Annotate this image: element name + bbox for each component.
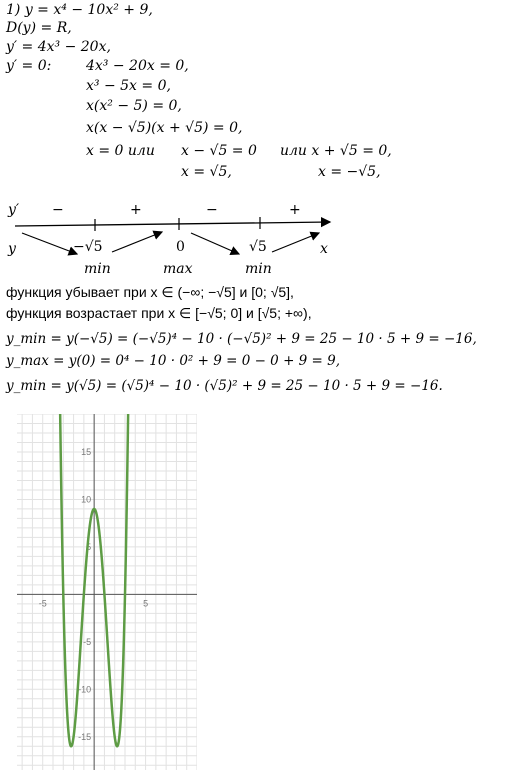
conclusion-ymax: y_max = y(0) = 0⁴ − 10 · 0² + 9 = 0 − 0 + 9 = 9, [6,353,341,369]
y-tick-label: -10 [78,684,92,695]
sign-3: − [206,202,218,218]
extremum-1: min [84,261,111,277]
sign-4: + [289,202,301,218]
conclusion-ymin-2: y_min = y(√5) = (√5)⁴ − 10 · (√5)² + 9 = 25 − 10 · 5 + 9 = −16. [6,378,443,394]
solution-line-4: y′ = 0: [6,58,52,74]
solution-line-9: x = 0 или [86,143,155,159]
solution-line-10: x − √5 = 0 [181,143,257,159]
solution-line-5: 4x³ − 20x = 0, [86,58,189,74]
solution-line-11: или x + √5 = 0, [280,143,392,159]
number-line [15,222,330,226]
derivative-label: y′ [8,202,20,218]
point-1: −√5 [73,239,103,255]
solution-line-12: x = √5, [181,164,232,180]
arrow-down-2 [191,233,239,254]
x-tick-label: 5 [143,598,149,609]
function-graph [17,414,197,770]
axis-label: x [320,241,328,257]
solution-line-8: x(x − √5)(x + √5) = 0, [86,120,243,136]
arrow-up-2 [272,233,319,252]
y-tick-label: 15 [81,446,92,457]
y-tick-label: 10 [81,494,92,505]
solution-line-3: y′ = 4x³ − 20x, [6,39,111,55]
solution-line-6: x³ − 5x = 0, [86,78,171,94]
y-tick-label: -15 [78,731,92,742]
conclusion-increasing: функция возрастает при x ∈ [−√5; 0] и [√5; +∞), [6,305,312,321]
extremum-2: max [163,261,193,277]
conclusion-ymin-1: y_min = y(−√5) = (−√5)⁴ − 10 · (−√5)² + 9 = 25 − 10 · 5 + 9 = −16, [6,331,477,347]
arrow-up-1 [112,232,162,252]
arrow-down-1 [22,233,77,254]
function-label: y [8,241,16,257]
solution-line-1: 1) y = x⁴ − 10x² + 9, [6,2,153,18]
sign-2: + [130,202,142,218]
conclusion-decreasing: функция убывает при x ∈ (−∞; −√5] и [0; √5], [6,284,294,300]
x-tick-label: -5 [38,598,47,609]
solution-line-7: x(x² − 5) = 0, [86,98,182,114]
sign-chart [0,195,345,280]
point-2: 0 [176,239,185,255]
solution-line-2: D(y) = R, [6,20,72,36]
y-tick-label: -5 [83,636,92,647]
solution-line-13: x = −√5, [318,164,381,180]
point-3: √5 [249,239,267,255]
y-tick-label: 5 [86,541,92,552]
sign-1: − [52,202,64,218]
extremum-3: min [245,261,272,277]
